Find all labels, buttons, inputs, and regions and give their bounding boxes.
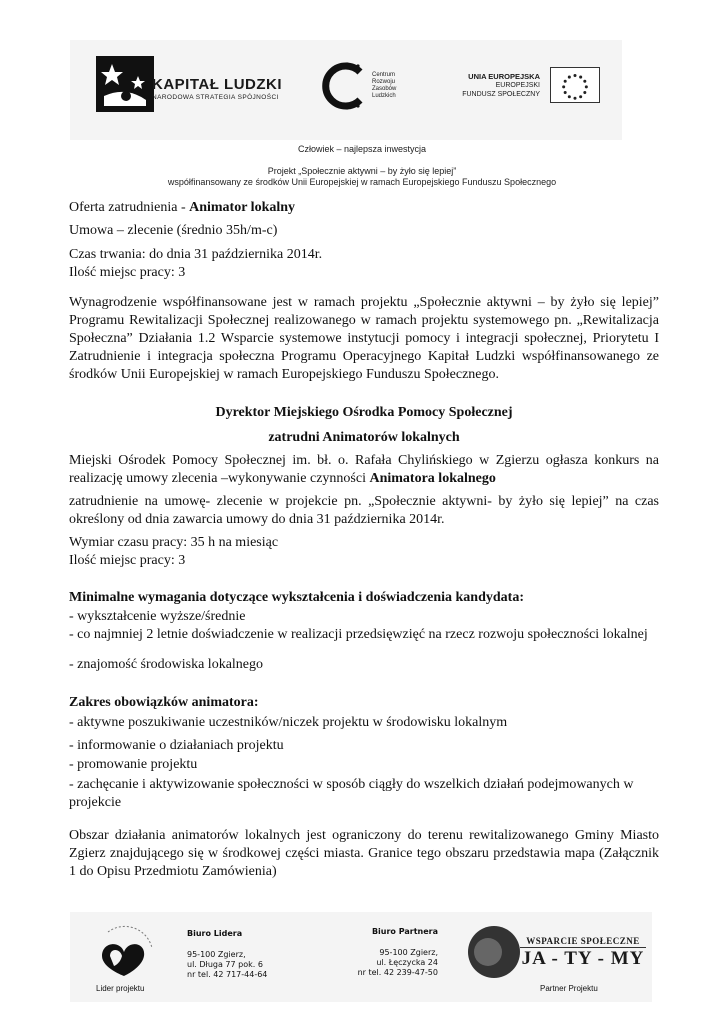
- partner-circle-logo: [466, 924, 522, 980]
- employment-paragraph: zatrudnienie na umowę- zlecenie w projekcie pn. „Społecznie aktywni- by żyło się lepiej” na czas określony od dnia zawarcia umowy do dnia 31 października 2014r.: [69, 494, 659, 527]
- partner-office-line: nr tel. 42 239-47-50: [357, 968, 438, 977]
- lider-office-title: Biuro Lidera: [187, 929, 243, 938]
- offer-title-role: Animator lokalny: [189, 200, 296, 215]
- announcement-intro-role: Animatora lokalnego: [369, 471, 496, 486]
- duties-item: - aktywne poszukiwanie uczestników/niczek projektu w środowisku lokalnym: [69, 715, 508, 730]
- eu-line-2: FUNDUSZ SPOŁECZNY: [462, 91, 540, 98]
- eu-flag-icon: [550, 67, 600, 103]
- project-line: Projekt „Społecznie aktywni – by żyło się lepiej”: [267, 166, 457, 176]
- eu-title: UNIA EUROPEJSKA: [468, 72, 540, 81]
- requirements-item: - wykształcenie wyższe/średnie: [69, 609, 246, 624]
- partner-office: [350, 927, 438, 978]
- duties-item: - promowanie projektu: [69, 757, 198, 772]
- crzl-logo: [320, 60, 372, 112]
- partner-label: Partner Projektu: [540, 984, 598, 993]
- kapital-ludzki-wordmark: [152, 76, 282, 101]
- eu-wordmark: [455, 72, 540, 99]
- requirements-item: - znajomość środowiska lokalnego: [69, 657, 264, 672]
- eu-line-1: EUROPEJSKI: [495, 82, 540, 89]
- kapital-ludzki-subtitle: NARODOWA STRATEGIA SPÓJNOŚCI: [152, 94, 279, 101]
- mops-heart-logo: [88, 918, 166, 988]
- lider-office-line: nr tel. 42 717-44-64: [187, 970, 268, 979]
- duties-item: - zachęcanie i aktywizowanie społeczności w sposób ciągły do wszelkich działań podejmowanych w projekcie: [69, 777, 634, 810]
- duties-item: - informowanie o działaniach projektu: [69, 738, 284, 753]
- crzl-wordmark: [372, 72, 396, 100]
- requirements-item: - co najmniej 2 letnie doświadczenie w realizacji przedsięwzięć na rzecz rozwoju społeczności lokalnej: [69, 627, 648, 642]
- partner-brand-main: JA - TY - MY: [521, 948, 645, 969]
- offer-contract: Umowa – zlecenie (średnio 35h/m-c): [69, 223, 278, 238]
- crzl-line: Centrum: [372, 72, 396, 78]
- lider-office: [187, 929, 267, 980]
- partner-wordmark: [520, 936, 646, 970]
- announcement-intro: [69, 452, 659, 488]
- kapital-ludzki-logo: [96, 56, 154, 112]
- announcement-intro-text: Miejski Ośrodek Pomocy Społecznej im. bł. o. Rafała Chylińskiego w Zgierzu ogłasza konkurs na realizację umowy zlecenia –wykonywanie czynności: [69, 453, 659, 486]
- offer-title-prefix: Oferta zatrudnienia -: [69, 200, 190, 215]
- partner-office-line: ul. Łęczycka 24: [376, 958, 438, 967]
- offer-duration: Czas trwania: do dnia 31 października 2014r.: [69, 247, 323, 262]
- crzl-line: Rozwoju: [372, 79, 396, 85]
- funding-line: współfinansowany ze środków Unii Europejskiej w ramach Europejskiego Funduszu Społecznego: [167, 177, 557, 187]
- funding-paragraph: Wynagrodzenie współfinansowane jest w ramach projektu „Społecznie aktywni – by żyło się lepiej” Programu Rewitalizacji Społecznej realizowanego w ramach projektu systemowego pn. „Rewitalizacja Społeczna” Działania 1.2 Wsparcie systemowe instytucji pomocy i integracji społecznej, Priorytetu I Zatrudnienie i integracja społeczna Programu Operacyjnego Kapitał Ludzki współfinansowanego ze środków Unii Europejskiej w ramach Europejskiego Funduszu Społecznego.: [69, 295, 659, 382]
- offer-positions: Ilość miejsc pracy: 3: [69, 265, 186, 280]
- announcement-positions: Ilość miejsc pracy: 3: [69, 553, 186, 568]
- lider-label: Lider projektu: [96, 984, 145, 993]
- crzl-line: Ludzkich: [372, 93, 396, 99]
- offer-title: [69, 199, 659, 217]
- crzl-line: Zasobów: [372, 86, 397, 92]
- duties-heading: Zakres obowiązków animatora:: [69, 695, 259, 710]
- area-paragraph: Obszar działania animatorów lokalnych jest ograniczony do terenu rewitalizowanego Gminy Miasto Zgierz znajdującego się w środkowej części miasta. Granice tego obszaru przedstawia mapa (Załącznik 1 do Opisu Przedmiotu Zamówienia): [69, 828, 659, 879]
- partner-brand-top: WSPARCIE SPOŁECZNE: [520, 936, 646, 948]
- lider-office-line: 95-100 Zgierz,: [187, 950, 246, 959]
- partner-office-title: Biuro Partnera: [371, 927, 438, 936]
- lider-office-line: ul. Długa 77 pok. 6: [187, 960, 263, 969]
- slogan: Człowiek – najlepsza inwestycja: [297, 144, 427, 154]
- partner-office-line: 95-100 Zgierz,: [379, 948, 438, 957]
- work-hours: Wymiar czasu pracy: 35 h na miesiąc: [69, 535, 279, 550]
- requirements-heading: Minimalne wymagania dotyczące wykształcenia i doświadczenia kandydata:: [69, 590, 524, 605]
- announcement-heading-1: Dyrektor Miejskiego Ośrodka Pomocy Społecznej: [215, 405, 513, 420]
- kapital-ludzki-title: KAPITAŁ LUDZKI: [152, 76, 283, 93]
- announcement-heading-2: zatrudni Animatorów lokalnych: [268, 430, 460, 445]
